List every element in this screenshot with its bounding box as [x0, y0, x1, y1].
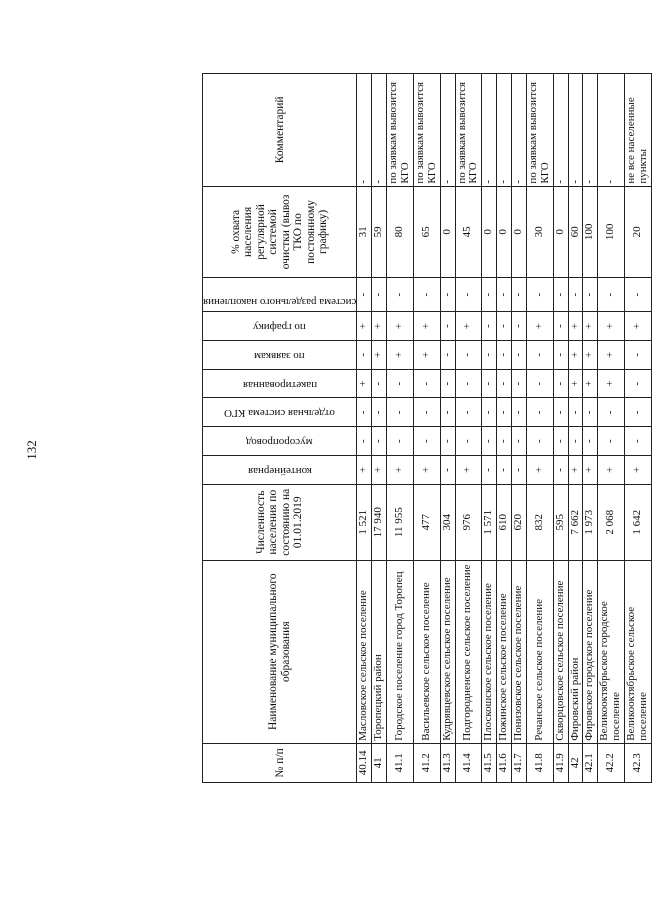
row-population: 11 955: [387, 484, 414, 560]
row-bagged: +: [583, 369, 598, 398]
row-num: 41.6: [497, 743, 512, 782]
row-container: +: [413, 456, 440, 485]
row-on-request: -: [482, 340, 497, 369]
row-separate-collection: -: [625, 278, 652, 312]
row-coverage: 60: [568, 186, 583, 278]
row-container: +: [526, 456, 553, 485]
row-separate-collection: -: [482, 278, 497, 312]
row-coverage: 0: [497, 186, 512, 278]
row-num: 41.7: [512, 743, 527, 782]
page-number-text: 132: [24, 440, 39, 460]
row-on-request: +: [598, 340, 625, 369]
row-chute: -: [387, 427, 414, 456]
row-bagged: -: [372, 369, 387, 398]
row-separate-collection: -: [553, 278, 568, 312]
row-num: 41.3: [440, 743, 455, 782]
row-name: Кудрявцевское сельское поселение: [440, 560, 455, 743]
row-on-request: +: [583, 340, 598, 369]
row-chute: -: [512, 427, 527, 456]
table-row: [497, 74, 512, 783]
table-row: [455, 74, 482, 783]
row-bagged: -: [482, 369, 497, 398]
row-chute: -: [526, 427, 553, 456]
row-name: Понизовское сельское поселение: [512, 560, 527, 743]
row-chute: -: [583, 427, 598, 456]
header-coverage: % охвата населения регулярной системой очистки (вывоз ТКО по постоянному графику): [203, 186, 357, 278]
row-comment: по заявкам вывозится КГО: [413, 74, 440, 187]
row-comment: по заявкам вывозится КГО: [387, 74, 414, 187]
row-container: +: [387, 456, 414, 485]
header-bagged: [203, 369, 357, 398]
row-name: Великооктябрьское городское поселение: [598, 560, 625, 743]
row-name: Фировский район: [568, 560, 583, 743]
row-separate-collection: -: [526, 278, 553, 312]
row-scheduled: +: [526, 312, 553, 341]
row-bagged: -: [512, 369, 527, 398]
row-scheduled: +: [372, 312, 387, 341]
row-comment: -: [583, 74, 598, 187]
row-comment: -: [598, 74, 625, 187]
row-separate: -: [497, 398, 512, 427]
row-separate-collection: -: [583, 278, 598, 312]
waste-collection-table: [202, 73, 652, 783]
table-row: [512, 74, 527, 783]
row-population: 1 973: [583, 484, 598, 560]
header-scheduled: [203, 312, 357, 341]
header-name: Наименование муниципального образования: [203, 560, 357, 743]
table-header-row: [203, 74, 357, 783]
row-coverage: 0: [440, 186, 455, 278]
row-on-request: -: [440, 340, 455, 369]
row-on-request: +: [568, 340, 583, 369]
row-comment: -: [357, 74, 372, 187]
row-name: Городское поселение город Торопец: [387, 560, 414, 743]
row-separate: -: [387, 398, 414, 427]
row-coverage: 30: [526, 186, 553, 278]
row-separate-collection: -: [387, 278, 414, 312]
row-num: 42: [568, 743, 583, 782]
row-name: Масловское сельское поселение: [357, 560, 372, 743]
row-chute: -: [625, 427, 652, 456]
row-separate-collection: -: [372, 278, 387, 312]
row-population: 620: [512, 484, 527, 560]
row-chute: -: [372, 427, 387, 456]
table-row: [583, 74, 598, 783]
page-number: [22, 440, 42, 466]
row-container: +: [583, 456, 598, 485]
row-population: 7 662: [568, 484, 583, 560]
row-separate: -: [440, 398, 455, 427]
row-container: -: [440, 456, 455, 485]
row-separate: -: [455, 398, 482, 427]
row-comment: по заявкам вывозится КГО: [455, 74, 482, 187]
row-container: +: [568, 456, 583, 485]
row-on-request: -: [512, 340, 527, 369]
row-population: 976: [455, 484, 482, 560]
header-separate-collection: [203, 278, 357, 312]
row-on-request: -: [526, 340, 553, 369]
row-population: 2 068: [598, 484, 625, 560]
row-bagged: -: [413, 369, 440, 398]
row-separate: -: [357, 398, 372, 427]
row-name: Речанское сельское поселение: [526, 560, 553, 743]
row-population: 610: [497, 484, 512, 560]
row-name: Васильевское сельское поселение: [413, 560, 440, 743]
header-on-request-text: по заявкам: [254, 349, 306, 362]
row-name: Фировское городское поселение: [583, 560, 598, 743]
table-row: [387, 74, 414, 783]
table-row: [372, 74, 387, 783]
row-separate: -: [413, 398, 440, 427]
row-chute: -: [598, 427, 625, 456]
row-scheduled: +: [357, 312, 372, 341]
row-container: -: [482, 456, 497, 485]
row-coverage: 0: [512, 186, 527, 278]
row-bagged: -: [625, 369, 652, 398]
row-chute: -: [497, 427, 512, 456]
row-bagged: +: [357, 369, 372, 398]
row-num: 41.5: [482, 743, 497, 782]
row-population: 17 940: [372, 484, 387, 560]
row-coverage: 59: [372, 186, 387, 278]
row-name: Великооктябрьское сельское поселение: [625, 560, 652, 743]
header-num: № п/п: [203, 743, 357, 782]
row-scheduled: +: [598, 312, 625, 341]
row-chute: -: [553, 427, 568, 456]
header-chute: [203, 427, 357, 456]
table-row: [568, 74, 583, 783]
row-separate: -: [512, 398, 527, 427]
row-scheduled: +: [387, 312, 414, 341]
row-separate: -: [526, 398, 553, 427]
row-num: 40.14: [357, 743, 372, 782]
table-row: [625, 74, 652, 783]
row-comment: не все населенные пункты: [625, 74, 652, 187]
row-chute: -: [482, 427, 497, 456]
row-comment: -: [440, 74, 455, 187]
row-num: 41: [372, 743, 387, 782]
row-separate-collection: -: [357, 278, 372, 312]
row-coverage: 100: [598, 186, 625, 278]
header-container-text: контейнерная: [247, 464, 312, 477]
row-bagged: -: [455, 369, 482, 398]
row-on-request: -: [625, 340, 652, 369]
row-bagged: -: [553, 369, 568, 398]
row-coverage: 0: [482, 186, 497, 278]
row-separate: -: [372, 398, 387, 427]
row-scheduled: -: [497, 312, 512, 341]
row-coverage: 20: [625, 186, 652, 278]
row-separate: -: [568, 398, 583, 427]
row-chute: -: [413, 427, 440, 456]
row-name: Торопецкий район: [372, 560, 387, 743]
row-coverage: 80: [387, 186, 414, 278]
row-separate: -: [583, 398, 598, 427]
row-separate-collection: -: [440, 278, 455, 312]
row-comment: по заявкам вывозится КГО: [526, 74, 553, 187]
row-separate: -: [598, 398, 625, 427]
row-scheduled: +: [413, 312, 440, 341]
row-container: -: [512, 456, 527, 485]
row-chute: -: [440, 427, 455, 456]
table-row: [482, 74, 497, 783]
row-on-request: -: [455, 340, 482, 369]
header-comment: Комментарий: [203, 74, 357, 187]
row-container: -: [497, 456, 512, 485]
table-row: [413, 74, 440, 783]
row-population: 1 521: [357, 484, 372, 560]
row-bagged: -: [497, 369, 512, 398]
row-separate-collection: -: [512, 278, 527, 312]
row-container: +: [625, 456, 652, 485]
row-name: Подгородненское сельское поселение: [455, 560, 482, 743]
row-separate: -: [625, 398, 652, 427]
row-scheduled: -: [440, 312, 455, 341]
row-comment: -: [482, 74, 497, 187]
row-num: 42.2: [598, 743, 625, 782]
row-on-request: -: [497, 340, 512, 369]
row-scheduled: -: [553, 312, 568, 341]
row-separate: -: [482, 398, 497, 427]
row-scheduled: +: [568, 312, 583, 341]
header-population: Численность населения по состоянию на 01.01.2019: [203, 484, 357, 560]
row-coverage: 0: [553, 186, 568, 278]
row-bagged: +: [568, 369, 583, 398]
row-num: 41.4: [455, 743, 482, 782]
header-on-request: [203, 340, 357, 369]
header-separate-text: отдельная система КГО: [224, 407, 336, 420]
row-container: +: [598, 456, 625, 485]
row-container: +: [455, 456, 482, 485]
row-name: Плоскошское сельское поселение: [482, 560, 497, 743]
row-chute: -: [357, 427, 372, 456]
row-scheduled: -: [482, 312, 497, 341]
row-separate-collection: -: [568, 278, 583, 312]
row-chute: -: [568, 427, 583, 456]
row-num: 41.1: [387, 743, 414, 782]
table-row: [526, 74, 553, 783]
row-comment: -: [372, 74, 387, 187]
row-separate-collection: -: [497, 278, 512, 312]
row-population: 595: [553, 484, 568, 560]
row-comment: -: [512, 74, 527, 187]
row-on-request: +: [387, 340, 414, 369]
row-coverage: 65: [413, 186, 440, 278]
row-scheduled: -: [512, 312, 527, 341]
table-row: [357, 74, 372, 783]
row-coverage: 45: [455, 186, 482, 278]
row-on-request: -: [553, 340, 568, 369]
row-scheduled: +: [455, 312, 482, 341]
row-population: 1 642: [625, 484, 652, 560]
row-container: +: [372, 456, 387, 485]
row-num: 41.2: [413, 743, 440, 782]
header-chute-text: мусоропровод: [246, 436, 314, 449]
row-population: 477: [413, 484, 440, 560]
row-name: Пожинское сельское поселение: [497, 560, 512, 743]
header-scheduled-text: по графику: [253, 321, 307, 334]
row-population: 1 571: [482, 484, 497, 560]
row-scheduled: +: [625, 312, 652, 341]
header-container: [203, 456, 357, 485]
table-body: [357, 74, 651, 783]
table-row: [598, 74, 625, 783]
table-row: [440, 74, 455, 783]
row-separate: -: [553, 398, 568, 427]
row-population: 832: [526, 484, 553, 560]
row-bagged: -: [526, 369, 553, 398]
row-num: 42.3: [625, 743, 652, 782]
row-scheduled: +: [583, 312, 598, 341]
row-chute: -: [455, 427, 482, 456]
waste-collection-table-wrapper: [202, 73, 649, 783]
header-separate-collection-text: система раздельного накопления: [203, 295, 357, 308]
row-container: +: [357, 456, 372, 485]
row-comment: -: [568, 74, 583, 187]
row-comment: -: [553, 74, 568, 187]
row-bagged: -: [387, 369, 414, 398]
header-separate: [203, 398, 357, 427]
row-container: -: [553, 456, 568, 485]
row-coverage: 100: [583, 186, 598, 278]
row-population: 304: [440, 484, 455, 560]
row-separate-collection: -: [455, 278, 482, 312]
row-separate-collection: -: [413, 278, 440, 312]
row-num: 41.8: [526, 743, 553, 782]
row-on-request: -: [357, 340, 372, 369]
row-on-request: +: [413, 340, 440, 369]
row-bagged: -: [440, 369, 455, 398]
table-row: [553, 74, 568, 783]
row-name: Скворцовское сельское поселение: [553, 560, 568, 743]
row-comment: -: [497, 74, 512, 187]
row-num: 41.9: [553, 743, 568, 782]
header-bagged-text: пакетированная: [242, 378, 317, 391]
row-separate-collection: -: [598, 278, 625, 312]
row-on-request: +: [372, 340, 387, 369]
row-bagged: +: [598, 369, 625, 398]
row-num: 42.1: [583, 743, 598, 782]
row-coverage: 31: [357, 186, 372, 278]
